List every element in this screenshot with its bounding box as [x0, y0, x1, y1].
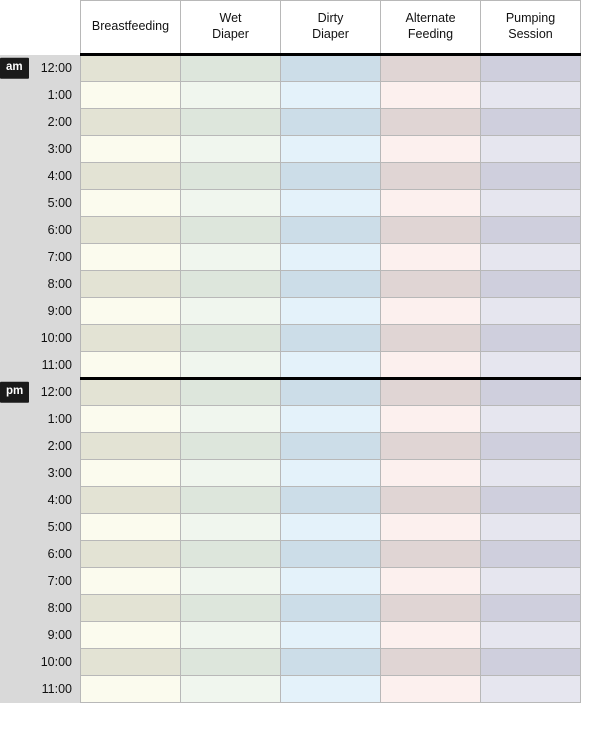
column-header-wet-diaper: Wet Diaper — [181, 1, 281, 55]
entry-cell-dirty-diaper[interactable] — [281, 460, 381, 487]
time-label: 5:00 — [47, 196, 72, 210]
time-label: 7:00 — [47, 574, 72, 588]
entry-cell-alternate-feeding[interactable] — [381, 190, 481, 217]
entry-cell-pumping-session[interactable] — [481, 217, 581, 244]
entry-cell-breastfeeding[interactable] — [81, 622, 181, 649]
entry-cell-dirty-diaper[interactable] — [281, 433, 381, 460]
column-header-alternate-feeding: Alternate Feeding — [381, 1, 481, 55]
entry-cell-pumping-session[interactable] — [481, 55, 581, 82]
entry-cell-wet-diaper[interactable] — [181, 379, 281, 406]
entry-cell-dirty-diaper[interactable] — [281, 298, 381, 325]
entry-cell-wet-diaper[interactable] — [181, 190, 281, 217]
entry-cell-wet-diaper[interactable] — [181, 676, 281, 703]
table-row — [0, 82, 581, 109]
time-label-cell — [0, 190, 81, 217]
entry-cell-wet-diaper[interactable] — [181, 541, 281, 568]
entry-cell-breastfeeding[interactable] — [81, 595, 181, 622]
entry-cell-alternate-feeding[interactable] — [381, 433, 481, 460]
time-label-cell — [0, 433, 81, 460]
entry-cell-dirty-diaper[interactable] — [281, 487, 381, 514]
entry-cell-alternate-feeding[interactable] — [381, 271, 481, 298]
entry-cell-wet-diaper[interactable] — [181, 109, 281, 136]
time-label-cell — [0, 676, 81, 703]
entry-cell-dirty-diaper[interactable] — [281, 217, 381, 244]
time-label-cell — [0, 514, 81, 541]
entry-cell-dirty-diaper[interactable] — [281, 406, 381, 433]
entry-cell-breastfeeding[interactable] — [81, 649, 181, 676]
entry-cell-breastfeeding[interactable] — [81, 190, 181, 217]
entry-cell-pumping-session[interactable] — [481, 622, 581, 649]
table-row — [0, 217, 581, 244]
entry-cell-pumping-session[interactable] — [481, 352, 581, 379]
table-row — [0, 622, 581, 649]
entry-cell-pumping-session[interactable] — [481, 460, 581, 487]
table-row — [0, 325, 581, 352]
time-label: 12:00 — [40, 385, 72, 399]
entry-cell-pumping-session[interactable] — [481, 487, 581, 514]
entry-cell-alternate-feeding[interactable] — [381, 217, 481, 244]
entry-cell-dirty-diaper[interactable] — [281, 325, 381, 352]
entry-cell-pumping-session[interactable] — [481, 136, 581, 163]
entry-cell-breastfeeding[interactable] — [81, 298, 181, 325]
time-label: 12:00 — [40, 61, 72, 75]
entry-cell-breastfeeding[interactable] — [81, 82, 181, 109]
time-label-cell — [0, 82, 81, 109]
entry-cell-pumping-session[interactable] — [481, 676, 581, 703]
entry-cell-breastfeeding[interactable] — [81, 163, 181, 190]
entry-cell-alternate-feeding[interactable] — [381, 487, 481, 514]
entry-cell-dirty-diaper[interactable] — [281, 190, 381, 217]
column-header-breastfeeding: Breastfeeding — [81, 1, 181, 55]
time-label: 4:00 — [47, 169, 72, 183]
entry-cell-wet-diaper[interactable] — [181, 406, 281, 433]
table-row — [0, 298, 581, 325]
time-label-cell — [0, 622, 81, 649]
table-row — [0, 379, 581, 406]
entry-cell-breastfeeding[interactable] — [81, 433, 181, 460]
entry-cell-alternate-feeding[interactable] — [381, 55, 481, 82]
table-row — [0, 514, 581, 541]
table-row — [0, 55, 581, 82]
time-label-cell — [0, 460, 81, 487]
entry-cell-dirty-diaper[interactable] — [281, 82, 381, 109]
entry-cell-pumping-session[interactable] — [481, 244, 581, 271]
entry-cell-alternate-feeding[interactable] — [381, 676, 481, 703]
time-label: 1:00 — [47, 412, 72, 426]
entry-cell-breastfeeding[interactable] — [81, 406, 181, 433]
entry-cell-dirty-diaper[interactable] — [281, 514, 381, 541]
entry-cell-dirty-diaper[interactable] — [281, 55, 381, 82]
entry-cell-pumping-session[interactable] — [481, 541, 581, 568]
entry-cell-pumping-session[interactable] — [481, 109, 581, 136]
entry-cell-wet-diaper[interactable] — [181, 325, 281, 352]
time-label: 2:00 — [47, 439, 72, 453]
table-header — [0, 1, 581, 55]
time-label-cell — [0, 406, 81, 433]
entry-cell-breastfeeding[interactable] — [81, 676, 181, 703]
entry-cell-pumping-session[interactable] — [481, 82, 581, 109]
time-label: 10:00 — [40, 331, 72, 345]
entry-cell-alternate-feeding[interactable] — [381, 406, 481, 433]
table-row — [0, 244, 581, 271]
entry-cell-dirty-diaper[interactable] — [281, 595, 381, 622]
table-row — [0, 136, 581, 163]
entry-cell-dirty-diaper[interactable] — [281, 244, 381, 271]
entry-cell-pumping-session[interactable] — [481, 190, 581, 217]
time-label: 3:00 — [47, 142, 72, 156]
entry-cell-alternate-feeding[interactable] — [381, 325, 481, 352]
entry-cell-dirty-diaper[interactable] — [281, 379, 381, 406]
column-header-dirty-diaper: Dirty Diaper — [281, 1, 381, 55]
entry-cell-dirty-diaper[interactable] — [281, 163, 381, 190]
time-label: 11:00 — [41, 358, 72, 372]
entry-cell-alternate-feeding[interactable] — [381, 595, 481, 622]
time-label: 8:00 — [47, 601, 72, 615]
entry-cell-wet-diaper[interactable] — [181, 460, 281, 487]
time-label-cell — [0, 379, 81, 406]
time-label: 10:00 — [40, 655, 72, 669]
time-label-cell — [0, 109, 81, 136]
entry-cell-dirty-diaper[interactable] — [281, 352, 381, 379]
table-row — [0, 406, 581, 433]
entry-cell-pumping-session[interactable] — [481, 325, 581, 352]
time-label-cell — [0, 298, 81, 325]
entry-cell-breastfeeding[interactable] — [81, 379, 181, 406]
table-row — [0, 676, 581, 703]
entry-cell-breastfeeding[interactable] — [81, 325, 181, 352]
entry-cell-alternate-feeding[interactable] — [381, 460, 481, 487]
entry-cell-wet-diaper[interactable] — [181, 217, 281, 244]
entry-cell-pumping-session[interactable] — [481, 568, 581, 595]
time-label-cell — [0, 352, 81, 379]
table-row — [0, 433, 581, 460]
entry-cell-alternate-feeding[interactable] — [381, 136, 481, 163]
entry-cell-alternate-feeding[interactable] — [381, 352, 481, 379]
entry-cell-wet-diaper[interactable] — [181, 82, 281, 109]
entry-cell-alternate-feeding[interactable] — [381, 622, 481, 649]
entry-cell-dirty-diaper[interactable] — [281, 109, 381, 136]
corner-blank-cell — [0, 1, 81, 55]
time-label: 7:00 — [47, 250, 72, 264]
table-row — [0, 568, 581, 595]
table-row — [0, 487, 581, 514]
time-label: 6:00 — [47, 223, 72, 237]
entry-cell-alternate-feeding[interactable] — [381, 244, 481, 271]
entry-cell-breastfeeding[interactable] — [81, 487, 181, 514]
entry-cell-pumping-session[interactable] — [481, 649, 581, 676]
table-row — [0, 163, 581, 190]
entry-cell-dirty-diaper[interactable] — [281, 568, 381, 595]
time-label-cell — [0, 541, 81, 568]
entry-cell-wet-diaper[interactable] — [181, 298, 281, 325]
entry-cell-dirty-diaper[interactable] — [281, 649, 381, 676]
entry-cell-wet-diaper[interactable] — [181, 568, 281, 595]
entry-cell-alternate-feeding[interactable] — [381, 109, 481, 136]
entry-cell-pumping-session[interactable] — [481, 379, 581, 406]
time-label-cell — [0, 271, 81, 298]
table-row — [0, 649, 581, 676]
time-label-cell — [0, 244, 81, 271]
time-label: 4:00 — [47, 493, 72, 507]
entry-cell-breastfeeding[interactable] — [81, 460, 181, 487]
entry-cell-alternate-feeding[interactable] — [381, 298, 481, 325]
entry-cell-breastfeeding[interactable] — [81, 352, 181, 379]
time-label-cell — [0, 649, 81, 676]
time-label: 1:00 — [47, 88, 72, 102]
table-row — [0, 352, 581, 379]
time-label: 11:00 — [41, 682, 72, 696]
entry-cell-alternate-feeding[interactable] — [381, 163, 481, 190]
entry-cell-alternate-feeding[interactable] — [381, 649, 481, 676]
entry-cell-dirty-diaper[interactable] — [281, 271, 381, 298]
table-body — [0, 55, 581, 703]
time-label: 5:00 — [47, 520, 72, 534]
time-label: 3:00 — [47, 466, 72, 480]
time-label-cell — [0, 136, 81, 163]
meridiem-badge-am: am — [0, 58, 29, 79]
entry-cell-pumping-session[interactable] — [481, 298, 581, 325]
time-label: 8:00 — [47, 277, 72, 291]
entry-cell-pumping-session[interactable] — [481, 271, 581, 298]
entry-cell-wet-diaper[interactable] — [181, 271, 281, 298]
entry-cell-dirty-diaper[interactable] — [281, 541, 381, 568]
entry-cell-wet-diaper[interactable] — [181, 136, 281, 163]
entry-cell-pumping-session[interactable] — [481, 163, 581, 190]
table-row — [0, 541, 581, 568]
entry-cell-breastfeeding[interactable] — [81, 541, 181, 568]
time-label-cell — [0, 595, 81, 622]
entry-cell-alternate-feeding[interactable] — [381, 568, 481, 595]
entry-cell-wet-diaper[interactable] — [181, 163, 281, 190]
time-label-cell — [0, 325, 81, 352]
entry-cell-dirty-diaper[interactable] — [281, 676, 381, 703]
table-row — [0, 460, 581, 487]
entry-cell-wet-diaper[interactable] — [181, 622, 281, 649]
entry-cell-dirty-diaper[interactable] — [281, 622, 381, 649]
entry-cell-pumping-session[interactable] — [481, 514, 581, 541]
table-row — [0, 109, 581, 136]
entry-cell-breastfeeding[interactable] — [81, 217, 181, 244]
entry-cell-wet-diaper[interactable] — [181, 649, 281, 676]
entry-cell-alternate-feeding[interactable] — [381, 514, 481, 541]
entry-cell-wet-diaper[interactable] — [181, 595, 281, 622]
column-header-pumping-session: Pumping Session — [481, 1, 581, 55]
entry-cell-wet-diaper[interactable] — [181, 487, 281, 514]
entry-cell-wet-diaper[interactable] — [181, 352, 281, 379]
time-label-cell — [0, 163, 81, 190]
entry-cell-dirty-diaper[interactable] — [281, 136, 381, 163]
entry-cell-breastfeeding[interactable] — [81, 55, 181, 82]
entry-cell-breastfeeding[interactable] — [81, 271, 181, 298]
time-label-cell — [0, 568, 81, 595]
entry-cell-wet-diaper[interactable] — [181, 433, 281, 460]
header-row — [0, 1, 581, 55]
entry-cell-pumping-session[interactable] — [481, 406, 581, 433]
entry-cell-pumping-session[interactable] — [481, 433, 581, 460]
entry-cell-alternate-feeding[interactable] — [381, 379, 481, 406]
entry-cell-breastfeeding[interactable] — [81, 514, 181, 541]
entry-cell-alternate-feeding[interactable] — [381, 541, 481, 568]
entry-cell-wet-diaper[interactable] — [181, 514, 281, 541]
entry-cell-breastfeeding[interactable] — [81, 568, 181, 595]
entry-cell-wet-diaper[interactable] — [181, 244, 281, 271]
table-row — [0, 595, 581, 622]
entry-cell-breastfeeding[interactable] — [81, 109, 181, 136]
table-row — [0, 271, 581, 298]
time-label: 6:00 — [47, 547, 72, 561]
time-label-cell — [0, 487, 81, 514]
entry-cell-breastfeeding[interactable] — [81, 244, 181, 271]
time-label: 9:00 — [47, 628, 72, 642]
time-label: 2:00 — [47, 115, 72, 129]
time-label-cell — [0, 217, 81, 244]
table-row — [0, 190, 581, 217]
time-label: 9:00 — [47, 304, 72, 318]
entry-cell-pumping-session[interactable] — [481, 595, 581, 622]
time-label-cell — [0, 55, 81, 82]
entry-cell-alternate-feeding[interactable] — [381, 82, 481, 109]
meridiem-badge-pm: pm — [0, 382, 29, 403]
entry-cell-wet-diaper[interactable] — [181, 55, 281, 82]
entry-cell-breastfeeding[interactable] — [81, 136, 181, 163]
